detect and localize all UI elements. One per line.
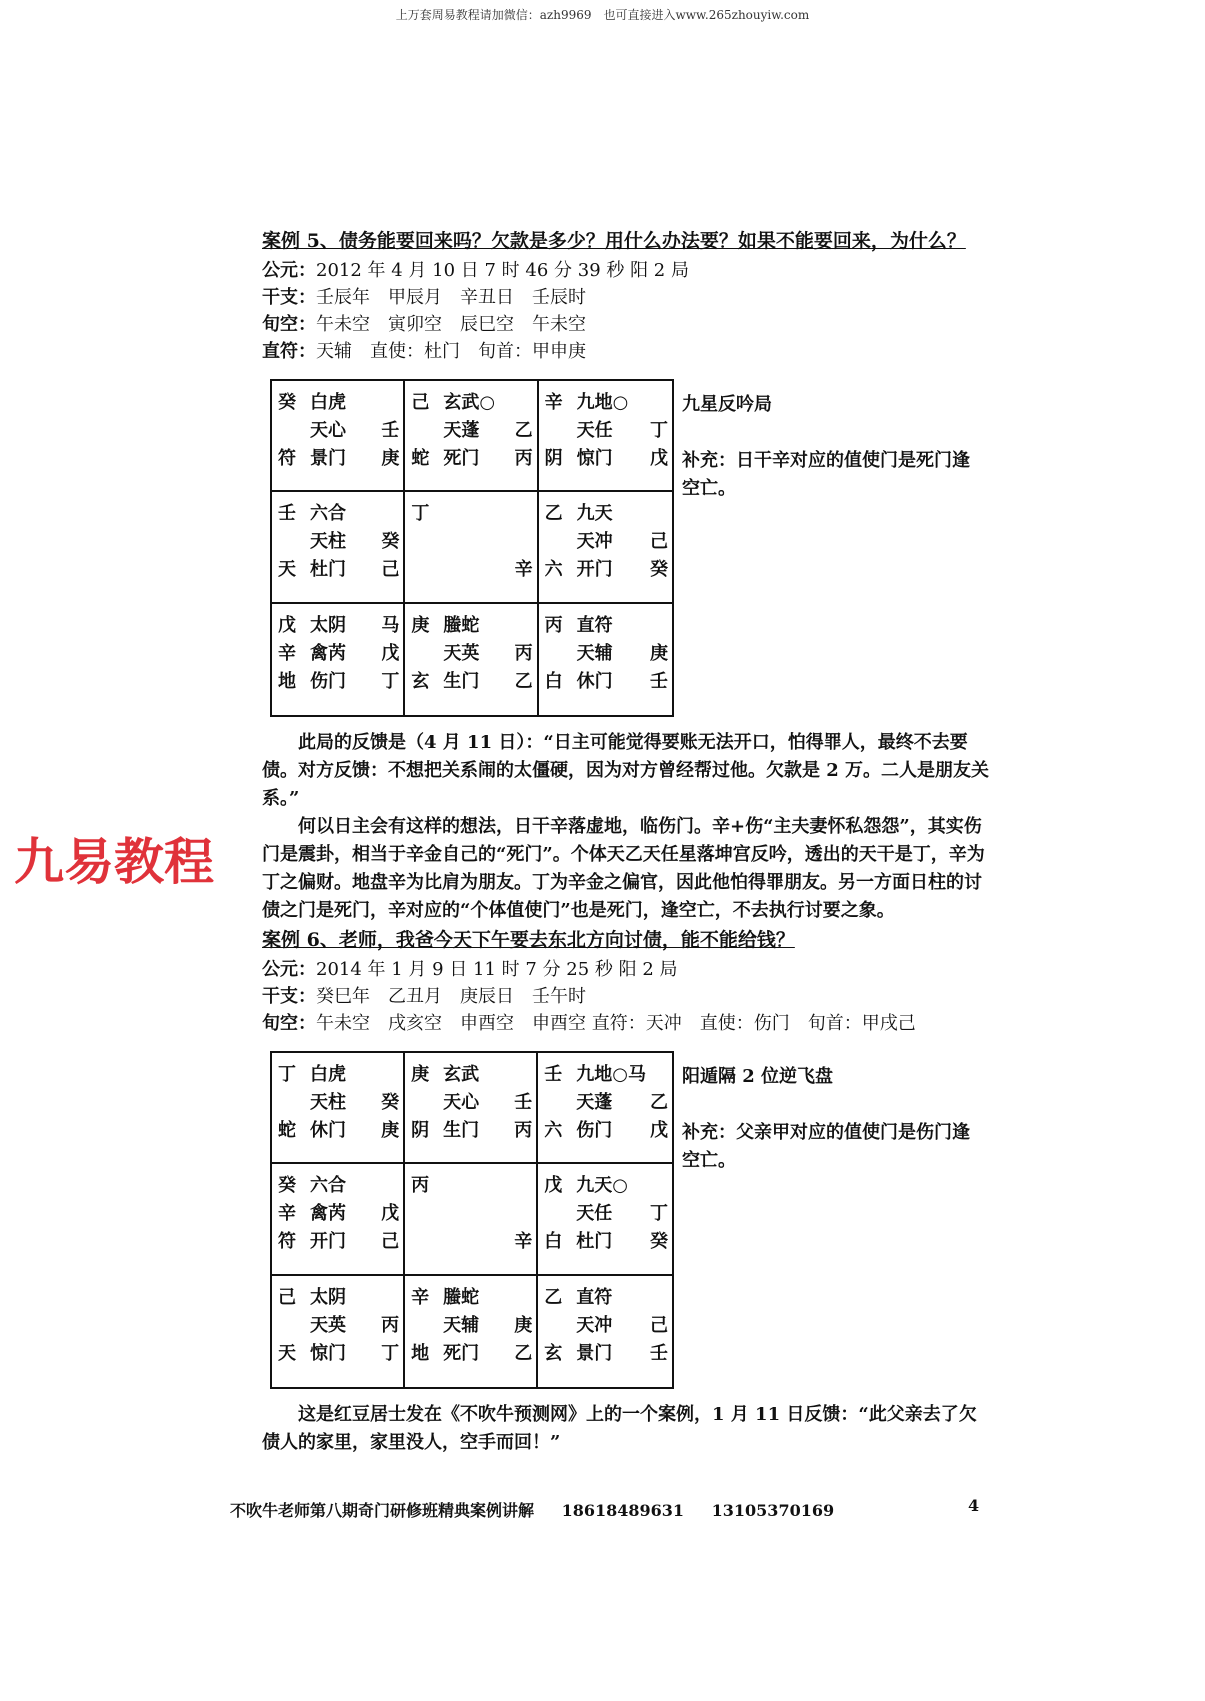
- palace-line: [545, 445, 668, 473]
- case5-paragraph: 何以日主会有这样的想法，日干辛落虚地，临伤门。辛+伤“主夫妻怀私怨怨”，其实伤门是震卦，相当于辛金自己的“死门”。个体天乙天任星落坤宫反吟，透出的天干是丁，辛为丁之偏财。地盘辛为比肩为朋友。丁为辛金之偏官，因此他怕得罪朋友。另一方面日柱的讨债之门是死门，辛对应的“个体值使门”也是死门，逢空亡，不去执行讨要之象。: [262, 816, 985, 921]
- palace-text: [377, 1284, 399, 1312]
- footer-phone: 13105370169: [711, 1501, 835, 1520]
- palace-line: [278, 1061, 399, 1089]
- palace-text: [646, 500, 668, 528]
- palace-cell: [272, 381, 405, 492]
- palace-line: [544, 1284, 668, 1312]
- palace-text: 玄武○: [443, 392, 496, 413]
- case5-notes: [682, 391, 972, 503]
- palace-text: 丁: [649, 420, 668, 441]
- palace-text: 太阴: [310, 1286, 346, 1308]
- palace-text: 丁: [278, 1064, 296, 1085]
- palace-text: 禽芮: [310, 642, 346, 664]
- palace-line: [278, 1340, 399, 1368]
- palace-text: 死门: [443, 1342, 480, 1364]
- palace-cell: [272, 1164, 405, 1275]
- palace-text: 壬: [278, 503, 296, 525]
- palace-text: 天蓬: [443, 420, 480, 441]
- palace-text: [377, 389, 399, 417]
- palace-text: 壬: [650, 1342, 668, 1364]
- palace-cell: [272, 1276, 405, 1387]
- palace-text: 九天: [576, 503, 613, 525]
- palace-line: [278, 528, 399, 556]
- palace-text: [511, 612, 533, 640]
- palace-text: 生门: [443, 1120, 480, 1141]
- case6-notes: [682, 1063, 972, 1175]
- case5-info-line: 直符：天辅 直使：杜门 旬首：甲申庚: [262, 341, 586, 362]
- palace-text: 乙: [544, 503, 563, 525]
- case6-info-line: 干支：癸巳年 乙丑月 庚辰日 壬午时: [262, 986, 586, 1007]
- palace-text: 杜门: [576, 1231, 613, 1253]
- palace-line: [278, 445, 399, 473]
- palace-text: [377, 1172, 399, 1200]
- palace-text: 符: [278, 448, 296, 469]
- palace-text: 庚: [514, 1314, 533, 1336]
- palace-text: 丁: [381, 670, 400, 692]
- palace-text: 天心: [310, 420, 346, 441]
- palace-text: 戊: [544, 1175, 563, 1197]
- palace-text: 九地○: [576, 392, 629, 413]
- palace-line: [278, 612, 399, 640]
- palace-line: [545, 640, 668, 668]
- palace-text: 壬: [544, 1064, 563, 1085]
- palace-text: 辛: [278, 1203, 296, 1225]
- case6-note-pattern: 阳遁隔 2 位逆飞盘: [682, 1066, 834, 1087]
- palace-text: 白虎: [310, 392, 346, 413]
- palace-text: 丙: [411, 1175, 430, 1197]
- palace-text: 杜门: [310, 559, 346, 581]
- palace-text: 天辅: [443, 1314, 480, 1336]
- palace-cell: [405, 1276, 538, 1387]
- palace-text: 天蓬: [576, 1092, 613, 1113]
- palace-cell: [272, 492, 405, 603]
- palace-text: [439, 556, 510, 584]
- palace-text: 天冲: [576, 531, 613, 553]
- palace-text: [411, 1312, 439, 1340]
- palace-text: [544, 1089, 572, 1117]
- palace-text: 天任: [576, 420, 613, 441]
- palace-text: 天任: [576, 1203, 613, 1225]
- palace-cell: [272, 1053, 405, 1164]
- palace-line: [545, 612, 668, 640]
- palace-text: [278, 528, 306, 556]
- palace-text: 丁: [411, 503, 430, 525]
- palace-text: 乙: [514, 670, 533, 692]
- palace-text: 白: [544, 1231, 563, 1253]
- palace-line: [544, 1061, 668, 1089]
- palace-text: [411, 528, 439, 556]
- palace-text: [411, 1228, 439, 1256]
- palace-text: 阴: [411, 1120, 430, 1141]
- palace-text: [545, 417, 573, 445]
- case6-paragraph: 这是红豆居士发在《不吹牛预测网》上的一个案例，1 月 11 日反馈：“此父亲去了欠债人的家里，家里没人，空手而回！”: [262, 1404, 977, 1453]
- palace-text: 丁: [650, 1203, 668, 1225]
- palace-line: [411, 445, 532, 473]
- palace-text: 天: [278, 1342, 296, 1364]
- palace-text: 天英: [443, 642, 480, 664]
- palace-line: [544, 1089, 668, 1117]
- palace-text: [278, 1089, 306, 1117]
- palace-line: [278, 1200, 399, 1228]
- palace-text: 乙: [514, 1342, 533, 1364]
- palace-text: 癸: [278, 392, 296, 413]
- palace-text: 螣蛇: [443, 614, 480, 636]
- palace-text: 戊: [381, 1203, 400, 1225]
- palace-line: [411, 1117, 532, 1145]
- palace-text: 己: [278, 1286, 296, 1308]
- palace-cell: [405, 1053, 538, 1164]
- palace-text: [545, 528, 573, 556]
- palace-text: 惊门: [576, 448, 613, 469]
- palace-cell: [272, 604, 405, 715]
- palace-text: 地: [278, 670, 296, 692]
- palace-text: 天: [278, 559, 296, 581]
- palace-text: 乙: [544, 1286, 563, 1308]
- palace-line: [278, 1172, 399, 1200]
- footer-title: 不吹牛老师第八期奇门研修班精典案例讲解: [230, 1501, 535, 1520]
- palace-text: 白: [544, 670, 563, 692]
- case6-qimen-chart: [270, 1051, 674, 1389]
- palace-text: 休门: [576, 670, 613, 692]
- palace-text: 癸: [381, 531, 400, 553]
- palace-text: [439, 500, 510, 528]
- palace-line: [411, 640, 532, 668]
- palace-line: [278, 668, 399, 696]
- palace-line: [545, 500, 668, 528]
- case6-title: 案例 6、老师，我爸今天下午要去东北方向讨债，能不能给钱？: [262, 929, 795, 951]
- palace-text: 庚: [411, 614, 430, 636]
- case5-note-pattern: 九星反吟局: [682, 394, 772, 415]
- palace-text: 天柱: [310, 531, 346, 553]
- palace-text: 天冲: [576, 1314, 613, 1336]
- palace-cell: [538, 1053, 672, 1164]
- palace-text: 直符: [576, 1286, 613, 1308]
- palace-text: 丙: [514, 1120, 533, 1141]
- palace-text: [411, 1089, 439, 1117]
- palace-text: [510, 1200, 532, 1228]
- palace-text: [510, 1061, 532, 1089]
- palace-text: 癸: [650, 1231, 668, 1253]
- palace-text: 庚: [411, 1064, 430, 1085]
- palace-text: 马: [381, 614, 400, 636]
- palace-text: 天心: [443, 1092, 480, 1113]
- case5-title: 案例 5、债务能要回来吗？欠款是多少？用什么办法要？如果不能要回来，为什么？: [262, 230, 966, 252]
- palace-text: 直符: [576, 614, 613, 636]
- case5-section: [262, 226, 992, 925]
- palace-line: [278, 556, 399, 584]
- top-banner: 上万套周易教程请加微信：azh9969 也可直接进入www.265zhouyiw.com: [395, 8, 810, 22]
- palace-text: 辛: [544, 392, 563, 413]
- palace-line: [411, 1061, 532, 1089]
- palace-text: 玄: [544, 1342, 563, 1364]
- palace-line: [411, 1340, 532, 1368]
- palace-line: [411, 417, 532, 445]
- palace-line: [545, 389, 668, 417]
- palace-line: [544, 1172, 668, 1200]
- palace-text: [511, 528, 533, 556]
- palace-line: [411, 1172, 532, 1200]
- palace-line: [544, 1200, 668, 1228]
- palace-line: [545, 668, 668, 696]
- page-number: 4: [968, 1496, 980, 1515]
- palace-text: [278, 417, 306, 445]
- palace-text: 伤门: [310, 670, 346, 692]
- palace-text: 丙: [381, 1314, 400, 1336]
- palace-cell: [405, 1164, 538, 1275]
- palace-text: 符: [278, 1231, 296, 1253]
- palace-cell: [539, 492, 672, 603]
- palace-cell: [538, 1164, 672, 1275]
- palace-line: [544, 1228, 668, 1256]
- palace-text: 九天○: [576, 1175, 628, 1197]
- palace-line: [411, 1228, 532, 1256]
- palace-text: 玄: [411, 670, 430, 692]
- palace-text: 死门: [443, 448, 480, 469]
- palace-text: 庚: [381, 1120, 400, 1141]
- palace-cell: [405, 492, 538, 603]
- palace-text: [511, 500, 533, 528]
- palace-text: 丙: [514, 448, 533, 469]
- palace-text: 景门: [576, 1342, 613, 1364]
- palace-line: [411, 556, 532, 584]
- palace-text: 天英: [310, 1314, 346, 1336]
- palace-text: 六合: [310, 503, 346, 525]
- palace-text: 乙: [514, 420, 533, 441]
- palace-text: 禽芮: [310, 1203, 346, 1225]
- palace-text: 庚: [381, 448, 400, 469]
- palace-text: 己: [650, 1314, 668, 1336]
- palace-line: [278, 417, 399, 445]
- palace-text: 己: [381, 559, 400, 581]
- palace-cell: [405, 604, 538, 715]
- case5-chart-wrap: [262, 379, 992, 717]
- palace-line: [411, 668, 532, 696]
- palace-text: 庚: [649, 642, 668, 664]
- palace-line: [544, 1117, 668, 1145]
- palace-text: [646, 1172, 668, 1200]
- palace-cell: [538, 1276, 672, 1387]
- palace-text: [377, 500, 399, 528]
- footer-phone: 18618489631: [561, 1501, 685, 1520]
- palace-text: [646, 612, 668, 640]
- palace-text: 癸: [649, 559, 668, 581]
- palace-text: [411, 1200, 439, 1228]
- palace-text: 辛: [411, 1286, 430, 1308]
- palace-text: 开门: [576, 559, 613, 581]
- palace-text: [544, 1200, 572, 1228]
- palace-text: 六合: [310, 1175, 346, 1197]
- case6-info-line: 公元：2014 年 1 月 9 日 11 时 7 分 25 秒 阳 2 局: [262, 959, 678, 980]
- case5-qimen-chart: [270, 379, 674, 717]
- palace-line: [278, 1117, 399, 1145]
- palace-line: [278, 500, 399, 528]
- palace-text: 己: [381, 1231, 400, 1253]
- palace-text: [439, 528, 510, 556]
- palace-line: [411, 1089, 532, 1117]
- palace-text: 丙: [544, 614, 563, 636]
- palace-line: [411, 612, 532, 640]
- palace-line: [278, 1228, 399, 1256]
- palace-text: 开门: [310, 1231, 346, 1253]
- palace-text: [544, 1312, 572, 1340]
- palace-text: 玄武: [443, 1064, 480, 1085]
- palace-text: 壬: [514, 1092, 533, 1113]
- palace-text: 地: [411, 1342, 430, 1364]
- palace-text: 阴: [544, 448, 563, 469]
- palace-text: 惊门: [310, 1342, 346, 1364]
- case5-info-line: 旬空：午未空 寅卯空 辰巳空 午未空: [262, 314, 586, 335]
- watermark-logo: 九易教程: [14, 833, 214, 891]
- palace-text: 壬: [381, 420, 400, 441]
- palace-line: [278, 1089, 399, 1117]
- palace-line: [278, 1312, 399, 1340]
- palace-text: 螣蛇: [443, 1286, 480, 1308]
- palace-text: 蛇: [278, 1120, 296, 1141]
- palace-line: [545, 528, 668, 556]
- palace-text: 癸: [381, 1092, 400, 1113]
- palace-cell: [539, 381, 672, 492]
- palace-text: [439, 1172, 510, 1200]
- palace-text: 辛: [514, 1231, 533, 1253]
- palace-text: 伤门: [576, 1120, 613, 1141]
- palace-text: 九地○马: [576, 1064, 646, 1085]
- palace-text: 休门: [310, 1120, 346, 1141]
- palace-text: 生门: [443, 670, 480, 692]
- palace-line: [411, 1312, 532, 1340]
- palace-text: 六: [544, 1120, 563, 1141]
- palace-text: 天辅: [576, 642, 613, 664]
- palace-line: [278, 1284, 399, 1312]
- palace-text: 戊: [650, 1120, 668, 1141]
- case6-chart-wrap: [262, 1051, 992, 1389]
- palace-text: [646, 1284, 668, 1312]
- palace-text: [510, 1284, 532, 1312]
- case6-info-line: 旬空：午未空 戌亥空 申酉空 申酉空 直符：天冲 直使：伤门 旬首：甲戌己: [262, 1013, 916, 1034]
- palace-text: [646, 389, 668, 417]
- palace-text: [510, 1172, 532, 1200]
- palace-text: 壬: [649, 670, 668, 692]
- case5-info-line: 干支：壬辰年 甲辰月 辛丑日 壬辰时: [262, 287, 586, 308]
- page-footer: [230, 1498, 856, 1521]
- palace-text: 戊: [278, 614, 296, 636]
- palace-text: [439, 1200, 510, 1228]
- case5-note-supplement: 补充：日干辛对应的值使门是死门逢空亡。: [682, 450, 970, 499]
- palace-line: [278, 389, 399, 417]
- palace-text: 天柱: [310, 1092, 346, 1113]
- palace-cell: [539, 604, 672, 715]
- palace-text: 丙: [514, 642, 533, 664]
- palace-text: [545, 640, 573, 668]
- palace-text: 丁: [381, 1342, 400, 1364]
- case6-section: [262, 925, 992, 1457]
- palace-line: [278, 640, 399, 668]
- palace-line: [411, 1284, 532, 1312]
- palace-text: 己: [411, 392, 430, 413]
- palace-line: [545, 556, 668, 584]
- palace-text: 癸: [278, 1175, 296, 1197]
- palace-text: [278, 1312, 306, 1340]
- palace-line: [411, 528, 532, 556]
- palace-text: [411, 556, 439, 584]
- case5-info-line: 公元：2012 年 4 月 10 日 7 时 46 分 39 秒 阳 2 局: [262, 260, 689, 281]
- palace-text: 辛: [514, 559, 533, 581]
- palace-text: 戊: [649, 448, 668, 469]
- palace-text: [646, 1061, 668, 1089]
- palace-cell: [405, 381, 538, 492]
- palace-line: [411, 389, 532, 417]
- case6-note-supplement: 补充：父亲甲对应的值使门是伤门逢空亡。: [682, 1122, 970, 1171]
- palace-line: [411, 1200, 532, 1228]
- palace-line: [545, 417, 668, 445]
- palace-text: 景门: [310, 448, 346, 469]
- palace-text: 白虎: [310, 1064, 346, 1085]
- palace-text: [439, 1228, 510, 1256]
- palace-text: [377, 1061, 399, 1089]
- palace-text: 乙: [650, 1092, 668, 1113]
- palace-text: 戊: [381, 642, 400, 664]
- palace-text: 蛇: [411, 448, 430, 469]
- palace-line: [411, 500, 532, 528]
- palace-text: [411, 417, 439, 445]
- palace-line: [544, 1312, 668, 1340]
- palace-text: [411, 640, 439, 668]
- palace-text: 太阴: [310, 614, 346, 636]
- palace-text: 辛: [278, 642, 296, 664]
- palace-text: 六: [544, 559, 563, 581]
- palace-text: [511, 389, 533, 417]
- palace-line: [544, 1340, 668, 1368]
- case5-paragraph: 此局的反馈是（4 月 11 日）：“日主可能觉得要账无法开口，怕得罪人，最终不去要债。对方反馈：不想把关系闹的太僵硬，因为对方曾经帮过他。欠款是 2 万。二人是朋友关系。”: [262, 732, 990, 809]
- palace-text: 己: [649, 531, 668, 553]
